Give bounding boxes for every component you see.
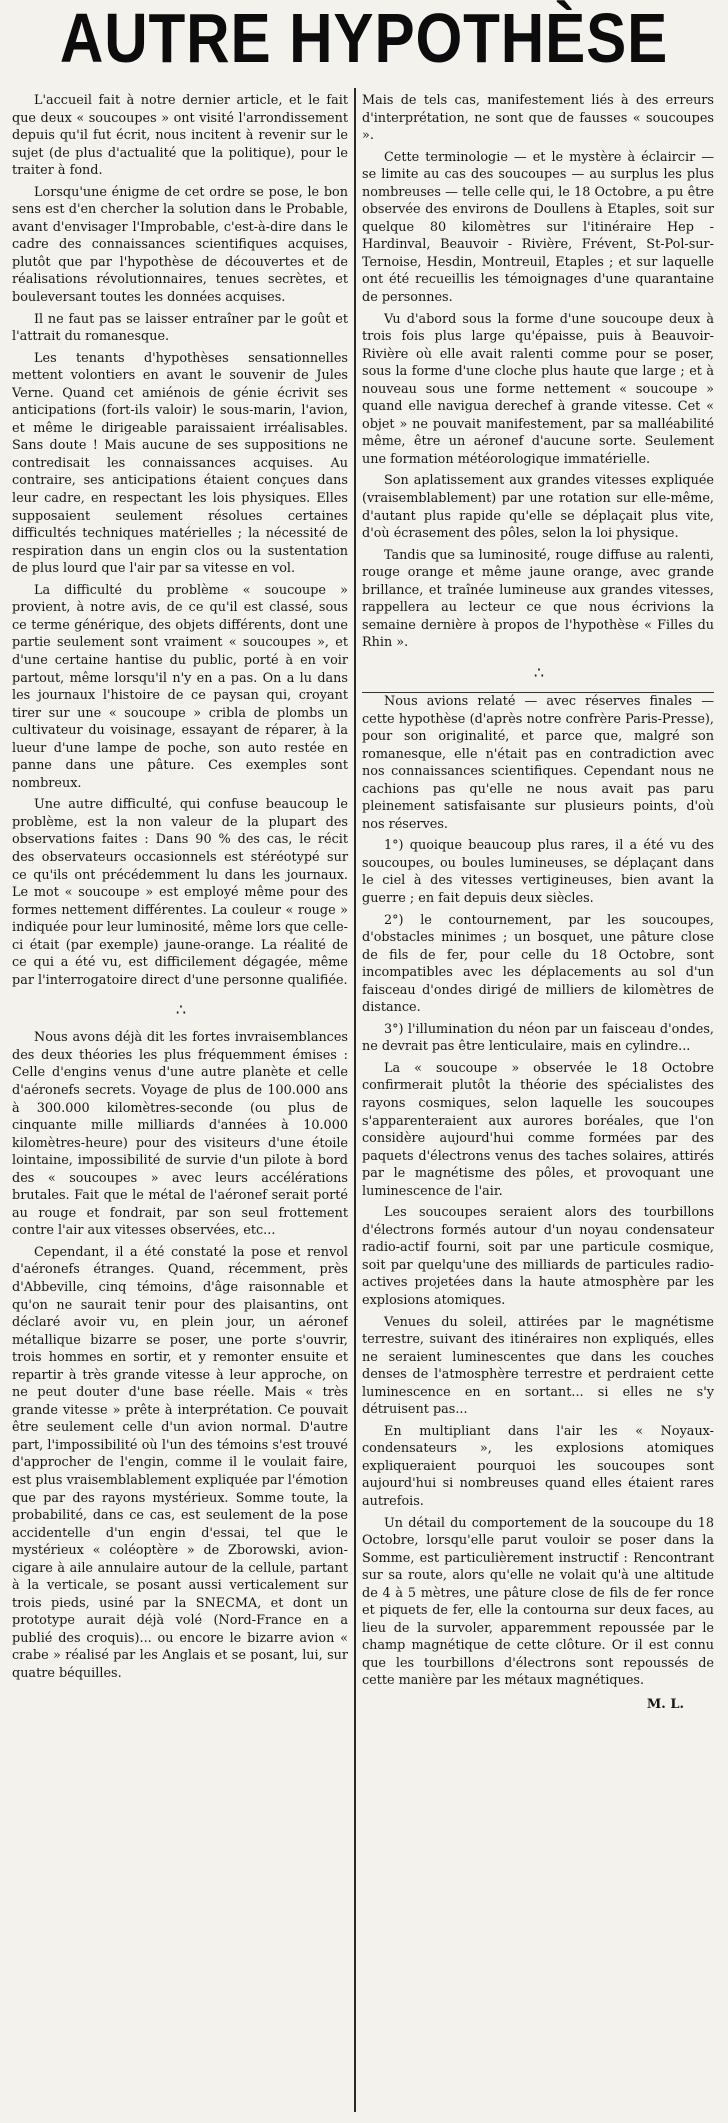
paragraph: Nous avons déjà dit les fortes invraisemblances des deux théories les plus fréquemment émises : Celle d'engins venus d'une autre planète et celle d'aéronefs secrets. Voyage de plus de 100.000 ans à 300.000 kilomètres-seconde (ou plus de cinquante mille milliards d'années à 10.000 kilomètres-heure) pour des visiteurs d'une étoile lointaine, impossibilité de survie d'un pilote à bord des « soucoupes » avec leurs accélérations brutales. Fait que le métal de l'aéronef serait porté au rouge et fondrait, par son seul frottement contre l'air aux vitesses observées, etc... <box>12 1030 348 1239</box>
author-signature: M. L. <box>646 1697 684 1713</box>
paragraph: Une autre difficulté, qui confuse beaucoup le problème, est la non valeur de la plupart des observations faites : Dans 90 % des cas, le récit des observateurs occasionnels est stéréotypé sur ce qu'ils ont précédemment lu dans les journaux. Le mot « soucoupe » est employé même pour des formes nettement différentes. La couleur « rouge » indiquée pour leur luminosité, même lors que celle-ci était (par exemple) jaune-orange. La réalité de ce qui a été vu, est difficilement dégagée, même par l'interrogatoire direct d'une personne qualifiée. <box>12 797 348 988</box>
paragraph: Venues du soleil, attirées par le magnétisme terrestre, suivant des itinéraires non expliqués, elles ne seraient luminescentes que dans les couches denses de l'atmosphère terrestre et perdraient cette luminescence en en sortant... si elles ne s'y détruisent pas... <box>362 1314 714 1418</box>
left-column <box>12 92 348 2112</box>
paragraph: 3°) l'illumination du néon par un faisceau d'ondes, ne devrait pas être lenticulaire, mais en cylindre... <box>362 1021 714 1055</box>
section-separator: ∴ <box>533 662 543 682</box>
paragraph: Un détail du comportement de la soucoupe du 18 Octobre, lorsqu'elle parut vouloir se poser dans la Somme, est particulièrement instructif : Rencontrant sur sa route, alors qu'elle ne volait qu'à une altitude de 4 à 5 mètres, une pâture close de fils de fer ronce et piquets de fer, elle la contourna sur deux faces, au lieu de la survoler, apparemment repoussée par le champ magnétique de cette clôture. Or il est connu que les tourbillons d'électrons sont repoussés de cette manière par les métaux magnétiques. <box>362 1515 714 1689</box>
paragraph: Vu d'abord sous la forme d'une soucoupe deux à trois fois plus large qu'épaisse, puis à Beauvoir-Rivière où elle avait ralenti comme pour se poser, sous la forme d'une cloche plus haute que large ; et à nouveau sous une forme nettement « soucoupe » quand elle navigua derechef à grande vitesse. Cet « objet » ne pouvait manifestement, par sa malléabilité même, être un aéronef d'aucune sorte. Seulement une formation météorologique immatérielle. <box>362 311 714 467</box>
column-divider <box>354 88 356 2112</box>
paragraph: La « soucoupe » observée le 18 Octobre confirmerait plutôt la théorie des spécialistes des rayons cosmiques, selon laquelle les soucoupes s'apparenteraient aux aurores boréales, que l'on considère aujourd'hui comme formées par des paquets d'électrons venus des taches solaires, attirés par le magnétisme des pôles, et provoquant une luminescence de l'air. <box>362 1060 714 1199</box>
paragraph: Les tenants d'hypothèses sensationnelles mettent volontiers en avant le souvenir de Jules Verne. Quand cet amiénois de génie écrivit ses anticipations (fort-ils valoir) le sous-marin, l'avion, et même le dirigeable paraissaient irréalisables. Sans doute ! Mais aucune de ses suppositions ne contredisait les connaissances acquises. Au contraire, ses anticipations étaient conçues dans leur cadre, en respectant les lois physiques. Elles supposaient seulement résolues certaines difficultés techniques matérielles ; la nécessité de respiration dans un engin clos ou la sustentation de plus lourd que l'air par sa vitesse en vol. <box>12 350 348 577</box>
paragraph: Cette terminologie — et le mystère à éclaircir — se limite au cas des soucoupes — au surplus les plus nombreuses — telle celle qui, le 18 Octobre, a pu être observée des environs de Doullens à Etaples, soit sur quelque 80 kilomètres sur l'itinéraire Hep - Hardinval, Beauvoir - Rivière, Frévent, St-Pol-sur-Ternoise, Hesdin, Montreuil, Etaples ; et sur laquelle ont été recueillis les témoignages d'une quarantaine de personnes. <box>362 149 714 306</box>
paragraph: Son aplatissement aux grandes vitesses expliquée (vraisemblablement) par une rotation sur elle-même, d'autant plus rapide qu'elle se déplaçait plus vite, d'où écrasement des pôles, selon la loi physique. <box>362 473 714 542</box>
section-separator: ∴ <box>175 1000 185 1020</box>
paragraph: Lorsqu'une énigme de cet ordre se pose, le bon sens est d'en chercher la solution dans le Probable, avant d'envisager l'Improbable, c'est-à-dire dans le cadre des connaissances scientifiques acquises, plutôt que par l'hypothèse de découvertes et de réalisations révolutionnaires, tenues secrètes, et bouleversant toutes les données acquises. <box>12 184 348 306</box>
paragraph: Cependant, il a été constaté la pose et renvol d'aéronefs étranges. Quand, récemment, près d'Abbeville, cinq témoins, d'âge raisonnable et qu'on ne saurait tenir pour des plaisantins, ont déclaré avoir vu, en plein jour, un aéronef métallique bizarre se poser, une porte s'ouvrir, trois hommes en sortir, et y remonter ensuite et repartir à très grande vitesse à leur approche, on ne peut douter d'une base réelle. Mais « très grande vitesse » prête à interprétation. Ce pouvait être seulement celle d'un avion normal. D'autre part, l'impossibilité où l'un des témoins s'est trouvé d'approcher de l'engin, comme il le voulait faire, est plus vraisemblablement expliquée par l'émotion que par des rayons mystérieux. Somme toute, la probabilité, dans ce cas, est seulement de la pose accidentelle d'un engin d'essai, tel que le mystérieux « coléoptère » de Zborowski, avion-cigare à aile annulaire autour de la cellule, partant à la verticale, se posant aussi verticalement sur trois pieds, usiné par la SNECMA, et dont un prototype aurait déjà volé (Nord-France en a publié des croquis)... ou encore le bizarre avion « crabe » réalisé par les Anglais et se posant, lui, sur quatre béquilles. <box>12 1244 348 1682</box>
paragraph: L'accueil fait à notre dernier article, et le fait que deux « soucoupes » ont visité l'arrondissement depuis qu'il fut écrit, nous incitent à revenir sur le sujet (de plus d'actualité que la politique), pour le traiter à fond. <box>12 93 348 179</box>
paragraph: 2°) le contournement, par les soucoupes, d'obstacles minimes ; un bosquet, une pâture close de fils de fer, pour celle du 18 Octobre, sont incompatibles avec les déplacements au sol d'un faisceau d'ondes dirigé de milliers de kilomètres de distance. <box>362 912 714 1016</box>
paragraph: La difficulté du problème « soucoupe » provient, à notre avis, de ce qu'il est classé, sous ce terme générique, des objets différents, dont une partie seulement sont vraiment « soucoupes », et d'une certaine hantise du public, porté à en voir partout, même lorsqu'il n'y en a pas. On a lu dans les journaux l'histoire de ce paysan qui, croyant tirer sur une « soucoupe » cribla de plombs un cultivateur du voisinage, essayant de réparer, à la lueur d'une lampe de poche, son auto restée en panne dans une pâture. Ces exemples sont nombreux. <box>12 582 348 791</box>
paragraph: Les soucoupes seraient alors des tourbillons d'électrons formés autour d'un noyau condensateur radio-actif fourni, soit par une particule cosmique, soit par quelqu'une des milliards de particules radio-actives projetées dans la haute atmosphère par les explosions atomiques. <box>362 1205 714 1308</box>
paragraph: Nous avions relaté — avec réserves finales — cette hypothèse (d'après notre confrère Paris-Presse), pour son originalité, et parce que, malgré son romanesque, elle n'était pas en contradiction avec nos connaissances scientifiques. Cependant nous ne cachions pas qu'elle ne nous avait pas paru pleinement satisfaisante sur plusieurs points, d'où nos réserves. <box>362 693 714 832</box>
right-column <box>362 92 714 2112</box>
paragraph: En multipliant dans l'air les « Noyaux-condensateurs », les explosions atomiques expliqueraient pourquoi les soucoupes sont aujourd'hui si nombreuses quand elles étaient rares autrefois. <box>362 1423 714 1510</box>
paragraph: Tandis que sa luminosité, rouge diffuse au ralenti, rouge orange et même jaune orange, avec grande brillance, et traînée lumineuse aux grandes vitesses, rappellera au lecteur ce que nous écrivions la semaine dernière à propos de l'hypothèse « Filles du Rhin ». <box>362 547 714 651</box>
paragraph: Mais de tels cas, manifestement liés à des erreurs d'interprétation, ne sont que de fausses « soucoupes ». <box>362 93 714 144</box>
paragraph: 1°) quoique beaucoup plus rares, il a été vu des soucoupes, ou boules lumineuses, se déplaçant dans le ciel à des vitesses vertigineuses, bien avant la guerre ; en fait depuis deux siècles. <box>362 838 714 906</box>
paragraph: Il ne faut pas se laisser entraîner par le goût et l'attrait du romanesque. <box>12 311 348 345</box>
article-title: AUTRE HYPOTHÈSE <box>59 0 669 77</box>
